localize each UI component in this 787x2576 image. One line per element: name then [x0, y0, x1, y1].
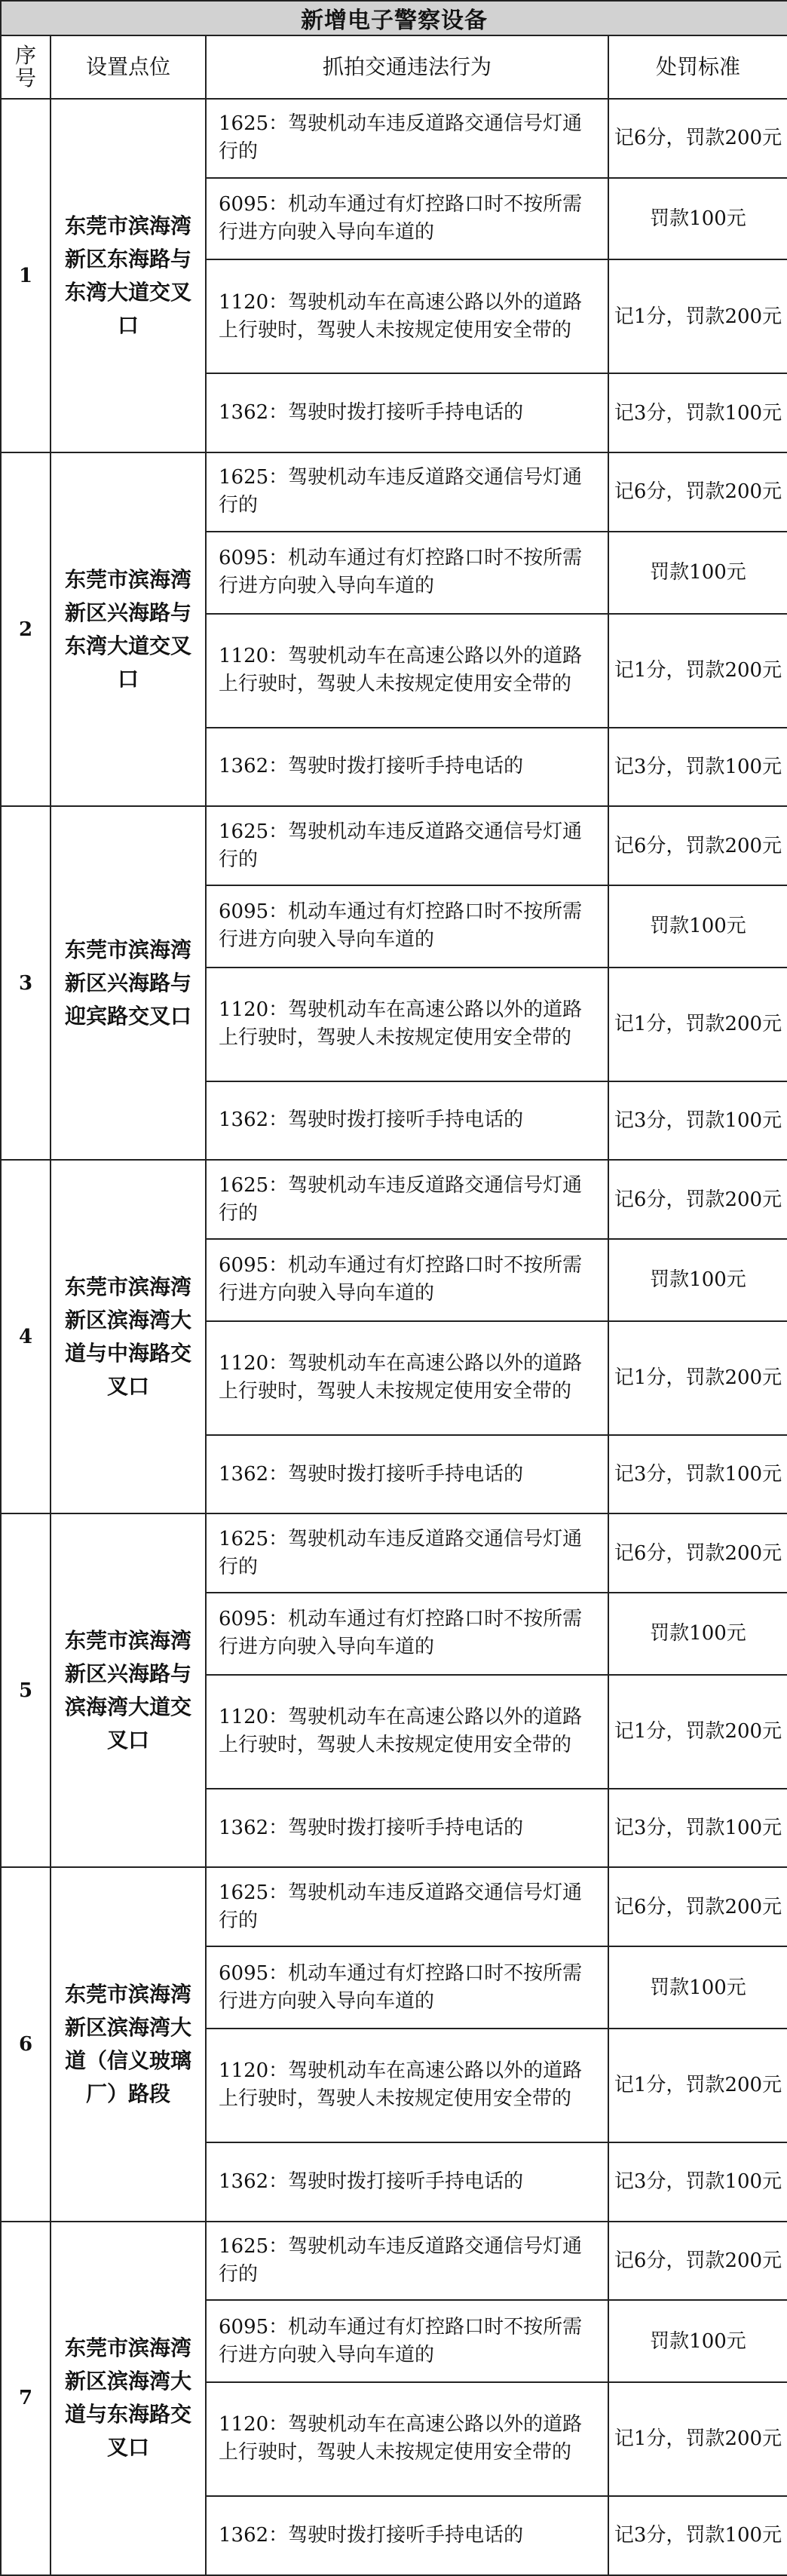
row-seq-number: 5	[1, 1513, 51, 1867]
penalty-cell: 罚款100元	[608, 2300, 787, 2382]
violation-cell: 1625：驾驶机动车违反道路交通信号灯通行的	[206, 1513, 608, 1593]
penalty-cell: 记3分，罚款100元	[608, 373, 787, 452]
penalty-cell: 罚款100元	[608, 532, 787, 614]
violation-cell: 1625：驾驶机动车违反道路交通信号灯通行的	[206, 806, 608, 885]
penalty-cell: 记6分，罚款200元	[608, 99, 787, 178]
penalty-cell: 记6分，罚款200元	[608, 452, 787, 532]
penalty-cell: 记6分，罚款200元	[608, 1867, 787, 1946]
row-seq-number: 2	[1, 452, 51, 806]
violation-cell: 6095：机动车通过有灯控路口时不按所需行进方向驶入导向车道的	[206, 178, 608, 260]
violation-cell: 6095：机动车通过有灯控路口时不按所需行进方向驶入导向车道的	[206, 885, 608, 968]
penalty-cell: 记6分，罚款200元	[608, 1160, 787, 1239]
violation-cell: 1362：驾驶时拨打接听手持电话的	[206, 728, 608, 807]
header-penalty: 处罚标准	[608, 35, 787, 99]
penalty-cell: 记3分，罚款100元	[608, 1081, 787, 1161]
penalty-cell: 记1分，罚款200元	[608, 2382, 787, 2496]
row-location: 东莞市滨海湾新区滨海湾大道与中海路交叉口	[51, 1160, 206, 1513]
violation-cell: 1362：驾驶时拨打接听手持电话的	[206, 2496, 608, 2575]
penalty-cell: 记1分，罚款200元	[608, 259, 787, 373]
violation-cell: 1120：驾驶机动车在高速公路以外的道路上行驶时，驾驶人未按规定使用安全带的	[206, 614, 608, 728]
penalty-cell: 记1分，罚款200元	[608, 1321, 787, 1435]
table-row	[1, 1160, 787, 1239]
violation-cell: 1625：驾驶机动车违反道路交通信号灯通行的	[206, 1160, 608, 1239]
row-seq-number: 1	[1, 99, 51, 452]
violation-cell: 1625：驾驶机动车违反道路交通信号灯通行的	[206, 2222, 608, 2301]
violation-cell: 6095：机动车通过有灯控路口时不按所需行进方向驶入导向车道的	[206, 1239, 608, 1321]
violation-cell: 1120：驾驶机动车在高速公路以外的道路上行驶时，驾驶人未按规定使用安全带的	[206, 259, 608, 373]
row-location: 东莞市滨海湾新区兴海路与东湾大道交叉口	[51, 452, 206, 806]
header-location: 设置点位	[51, 35, 206, 99]
violation-cell: 1120：驾驶机动车在高速公路以外的道路上行驶时，驾驶人未按规定使用安全带的	[206, 968, 608, 1081]
violation-cell: 1625：驾驶机动车违反道路交通信号灯通行的	[206, 452, 608, 532]
penalty-cell: 记3分，罚款100元	[608, 2142, 787, 2222]
penalty-cell: 记3分，罚款100元	[608, 1435, 787, 1514]
penalty-cell: 记6分，罚款200元	[608, 806, 787, 885]
row-location: 东莞市滨海湾新区兴海路与滨海湾大道交叉口	[51, 1513, 206, 1867]
penalty-cell: 罚款100元	[608, 178, 787, 260]
violation-cell: 1120：驾驶机动车在高速公路以外的道路上行驶时，驾驶人未按规定使用安全带的	[206, 2382, 608, 2496]
violation-cell: 6095：机动车通过有灯控路口时不按所需行进方向驶入导向车道的	[206, 2300, 608, 2382]
table-row	[1, 2222, 787, 2301]
violation-cell: 6095：机动车通过有灯控路口时不按所需行进方向驶入导向车道的	[206, 532, 608, 614]
penalty-cell: 记1分，罚款200元	[608, 968, 787, 1081]
row-location: 东莞市滨海湾新区滨海湾大道与东海路交叉口	[51, 2222, 206, 2575]
row-location: 东莞市滨海湾新区兴海路与迎宾路交叉口	[51, 806, 206, 1160]
violation-cell: 1362：驾驶时拨打接听手持电话的	[206, 1789, 608, 1868]
penalty-cell: 记3分，罚款100元	[608, 2496, 787, 2575]
penalty-cell: 记3分，罚款100元	[608, 728, 787, 807]
row-seq-number: 7	[1, 2222, 51, 2575]
row-seq-number: 4	[1, 1160, 51, 1513]
header-violation: 抓拍交通违法行为	[206, 35, 608, 99]
header-seq: 序号	[1, 35, 51, 99]
table-row	[1, 99, 787, 178]
table-row	[1, 1867, 787, 1946]
violation-cell: 1362：驾驶时拨打接听手持电话的	[206, 1435, 608, 1514]
penalty-cell: 记1分，罚款200元	[608, 614, 787, 728]
penalty-cell: 记1分，罚款200元	[608, 2029, 787, 2142]
violation-cell: 1362：驾驶时拨打接听手持电话的	[206, 373, 608, 452]
violation-cell: 1120：驾驶机动车在高速公路以外的道路上行驶时，驾驶人未按规定使用安全带的	[206, 1321, 608, 1435]
violation-cell: 1625：驾驶机动车违反道路交通信号灯通行的	[206, 99, 608, 178]
penalty-cell: 罚款100元	[608, 885, 787, 968]
violation-cell: 1120：驾驶机动车在高速公路以外的道路上行驶时，驾驶人未按规定使用安全带的	[206, 2029, 608, 2142]
table-row	[1, 452, 787, 532]
row-location: 东莞市滨海湾新区东海路与东湾大道交叉口	[51, 99, 206, 452]
penalty-cell: 罚款100元	[608, 1593, 787, 1675]
penalty-cell: 罚款100元	[608, 1239, 787, 1321]
violation-cell: 6095：机动车通过有灯控路口时不按所需行进方向驶入导向车道的	[206, 1946, 608, 2029]
table-row	[1, 1513, 787, 1593]
table-row	[1, 806, 787, 885]
violation-cell: 1362：驾驶时拨打接听手持电话的	[206, 2142, 608, 2222]
violation-cell: 6095：机动车通过有灯控路口时不按所需行进方向驶入导向车道的	[206, 1593, 608, 1675]
penalty-cell: 罚款100元	[608, 1946, 787, 2029]
row-seq-number: 3	[1, 806, 51, 1160]
penalty-cell: 记6分，罚款200元	[608, 2222, 787, 2301]
violation-cell: 1362：驾驶时拨打接听手持电话的	[206, 1081, 608, 1161]
penalty-cell: 记1分，罚款200元	[608, 1675, 787, 1789]
penalty-cell: 记3分，罚款100元	[608, 1789, 787, 1868]
row-location: 东莞市滨海湾新区滨海湾大道（信义玻璃厂）路段	[51, 1867, 206, 2221]
violation-cell: 1625：驾驶机动车违反道路交通信号灯通行的	[206, 1867, 608, 1946]
penalty-cell: 记6分，罚款200元	[608, 1513, 787, 1593]
table-title: 新增电子警察设备	[1, 1, 787, 35]
table-body	[1, 99, 787, 2575]
violation-cell: 1120：驾驶机动车在高速公路以外的道路上行驶时，驾驶人未按规定使用安全带的	[206, 1675, 608, 1789]
row-seq-number: 6	[1, 1867, 51, 2221]
